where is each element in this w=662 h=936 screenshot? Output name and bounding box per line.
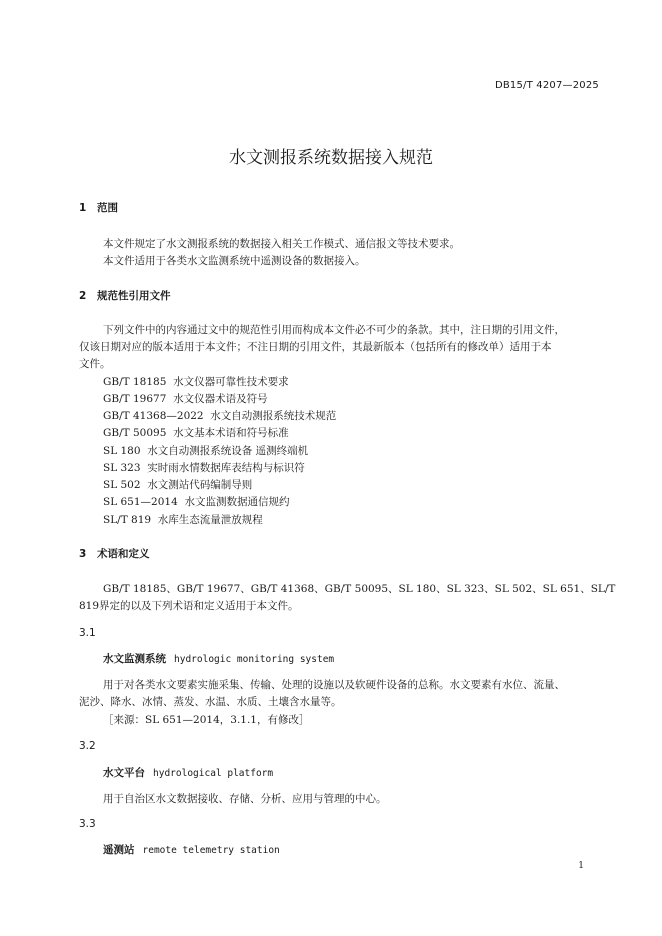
reference-code: SL 502 (103, 479, 141, 491)
term-chinese: 遥测站 (103, 844, 135, 856)
section-1-heading (79, 200, 118, 215)
reference-code: GB/T 19677 (103, 393, 167, 405)
reference-item (103, 425, 289, 440)
reference-item (103, 408, 336, 423)
reference-code: SL 651—2014 (103, 496, 178, 508)
section-1-paragraph-1: 本文件规定了水文测报系统的数据接入相关工作模式、通信报文等技术要求。 (103, 238, 460, 250)
section-2-paragraph-line: 下列文件中的内容通过文中的规范性引用而构成本文件必不可少的条款。其中，注日期的引用文件， (103, 324, 565, 336)
reference-code: SL/T 819 (103, 514, 152, 526)
term-number: 3.1 (79, 627, 96, 639)
term-chinese: 水文监测系统 (103, 653, 166, 665)
page-number: 1 (578, 861, 584, 871)
reference-title: 水文自动测报系统技术规范 (210, 410, 337, 422)
term-definition-line: 用于对各类水文要素实施采集、传输、处理的设施以及软硬件设备的总称。水文要素有水位、流量、 (103, 679, 565, 691)
reference-item (103, 443, 308, 458)
term-english: hydrological platform (153, 768, 274, 779)
section-3-heading (79, 546, 150, 561)
term-number: 3.3 (79, 818, 96, 830)
term-chinese: 水文平台 (103, 767, 145, 779)
section-1-paragraph-2: 本文件适用于各类水文监测系统中遥测设备的数据接入。 (103, 255, 366, 267)
section-title: 术语和定义 (97, 548, 150, 560)
section-number: 1 (79, 202, 87, 214)
section-number: 2 (79, 290, 87, 302)
reference-code: GB/T 18185 (103, 376, 167, 388)
reference-item (103, 494, 289, 509)
reference-item (103, 460, 305, 475)
reference-code: SL 180 (103, 445, 141, 457)
section-title: 规范性引用文件 (97, 290, 171, 302)
section-2-heading (79, 288, 171, 303)
term-heading (103, 651, 334, 666)
reference-item (103, 391, 268, 406)
term-definition-line: 泥沙、降水、冰情、蒸发、水温、水质、土壤含水量等。 (79, 696, 342, 708)
document-code: DB15/T 4207—2025 (494, 80, 599, 91)
reference-code: GB/T 41368—2022 (103, 410, 204, 422)
reference-title: 水文监测数据通信规约 (184, 496, 290, 508)
section-3-paragraph-line: 819界定的以及下列术语和定义适用于本文件。 (79, 600, 299, 612)
section-2-paragraph-line: 仅该日期对应的版本适用于本文件；不注日期的引用文件，其最新版本（包括所有的修改单）适用于本 (79, 341, 552, 353)
term-english: hydrologic monitoring system (174, 654, 335, 665)
reference-title: 水文基本术语和符号标准 (173, 427, 289, 439)
term-source: ［来源：SL 651—2014，3.1.1，有修改］ (103, 714, 310, 726)
term-definition-line: 用于自治区水文数据接收、存储、分析、应用与管理的中心。 (103, 793, 387, 805)
section-3-paragraph-line: GB/T 18185、GB/T 19677、GB/T 41368、GB/T 50095、SL 180、SL 323、SL 502、SL 651、SL/T (103, 583, 616, 595)
reference-title: 水文测站代码编制导则 (147, 479, 253, 491)
section-title: 范围 (97, 202, 118, 214)
section-2-paragraph-line: 文件。 (79, 358, 111, 370)
reference-code: SL 323 (103, 462, 141, 474)
term-heading (103, 765, 273, 780)
section-number: 3 (79, 548, 87, 560)
reference-title: 水库生态流量泄放规程 (157, 514, 263, 526)
reference-title: 水文自动测报系统设备 遥测终端机 (147, 445, 309, 457)
reference-item (103, 512, 263, 527)
term-number: 3.2 (79, 740, 96, 752)
term-english: remote telemetry station (142, 845, 280, 856)
reference-title: 水文仪器可靠性技术要求 (173, 376, 289, 388)
reference-item (103, 374, 289, 389)
document-title: 水文测报系统数据接入规范 (229, 148, 433, 168)
term-heading (103, 842, 280, 857)
reference-code: GB/T 50095 (103, 427, 167, 439)
reference-title: 实时雨水情数据库表结构与标识符 (147, 462, 305, 474)
reference-title: 水文仪器术语及符号 (173, 393, 268, 405)
reference-item (103, 477, 252, 492)
